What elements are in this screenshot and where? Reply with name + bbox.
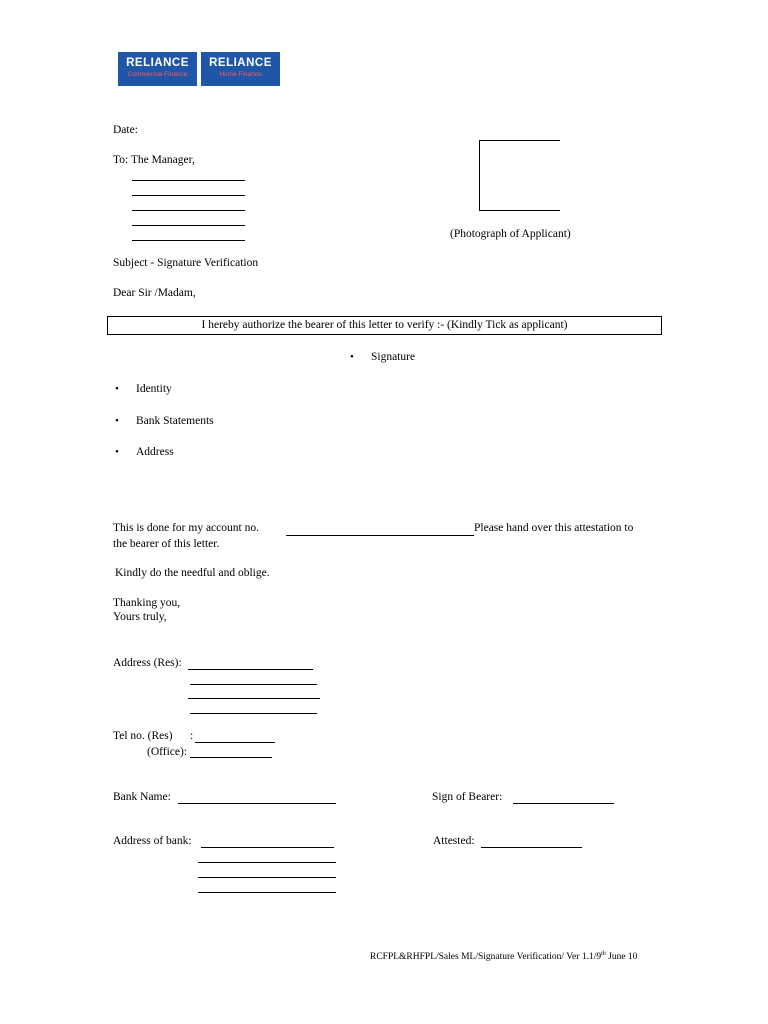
to-manager-label: To: The Manager, — [113, 154, 195, 166]
tel-colon: : — [190, 730, 194, 742]
bullet-icon: • — [115, 415, 119, 427]
sign-of-bearer-line — [513, 803, 614, 804]
salutation: Dear Sir /Madam, — [113, 287, 196, 299]
thanking-text: Thanking you, — [113, 597, 181, 609]
manager-address-line — [132, 225, 245, 226]
footer-ref-main: RCFPL&RHFPL/Sales ML/Signature Verification/ Ver 1.1/9 — [370, 952, 602, 963]
address-res-label: Address (Res): — [113, 657, 182, 669]
bullet-icon: • — [350, 351, 354, 363]
authorization-box — [107, 316, 662, 335]
address-res-line — [188, 698, 320, 699]
account-number-line — [286, 535, 474, 536]
bank-address-line — [201, 847, 334, 848]
bullet-icon: • — [115, 383, 119, 395]
manager-address-line — [132, 180, 245, 181]
address-res-line — [190, 713, 317, 714]
bank-address-line — [198, 877, 336, 878]
hand-over-text: Please hand over this attestation to — [474, 522, 634, 534]
logo-subtitle: Home Finance — [219, 71, 262, 78]
subject-line: Subject - Signature Verification — [113, 257, 259, 269]
attested-label: Attested: — [433, 835, 475, 847]
bullet-icon: • — [115, 446, 119, 458]
bank-name-label: Bank Name: — [113, 791, 171, 803]
manager-address-line — [132, 210, 245, 211]
bearer-text: the bearer of this letter. — [113, 538, 220, 550]
needful-text: Kindly do the needful and oblige. — [115, 567, 270, 579]
footer-ref-date: June 10 — [605, 952, 638, 963]
option-bank-statements: Bank Statements — [136, 415, 214, 427]
address-res-line — [190, 684, 317, 685]
option-address: Address — [136, 446, 174, 458]
photo-caption: (Photograph of Applicant) — [450, 228, 571, 240]
tel-office-label: (Office): — [147, 746, 188, 758]
reliance-home-finance-logo — [201, 52, 280, 86]
yours-truly-text: Yours truly, — [113, 611, 167, 623]
footer-reference — [370, 951, 637, 962]
address-of-bank-label: Address of bank: — [113, 835, 192, 847]
logo-brand: RELIANCE — [209, 57, 272, 69]
option-signature: Signature — [371, 351, 416, 363]
sign-of-bearer-label: Sign of Bearer: — [432, 791, 503, 803]
address-res-line — [188, 669, 313, 670]
authorization-text: I hereby authorize the bearer of this letter to verify :- (Kindly Tick as applicant) — [201, 319, 568, 331]
option-identity: Identity — [136, 383, 172, 395]
manager-address-line — [132, 240, 245, 241]
account-text: This is done for my account no. — [113, 522, 259, 534]
manager-address-line — [132, 195, 245, 196]
date-label: Date: — [113, 124, 138, 136]
tel-res-line — [195, 742, 275, 743]
photograph-box — [479, 141, 560, 211]
logo-brand: RELIANCE — [126, 57, 189, 69]
logo-subtitle: Commercial Finance — [127, 71, 188, 78]
tel-res-label: Tel no. (Res) — [113, 730, 173, 742]
footer-ref-sup: th — [601, 951, 606, 957]
bank-address-line — [198, 892, 336, 893]
bank-name-line — [178, 803, 336, 804]
reliance-commercial-finance-logo — [118, 52, 197, 86]
bank-address-line — [198, 862, 336, 863]
tel-office-line — [190, 757, 272, 758]
attested-line — [481, 847, 582, 848]
